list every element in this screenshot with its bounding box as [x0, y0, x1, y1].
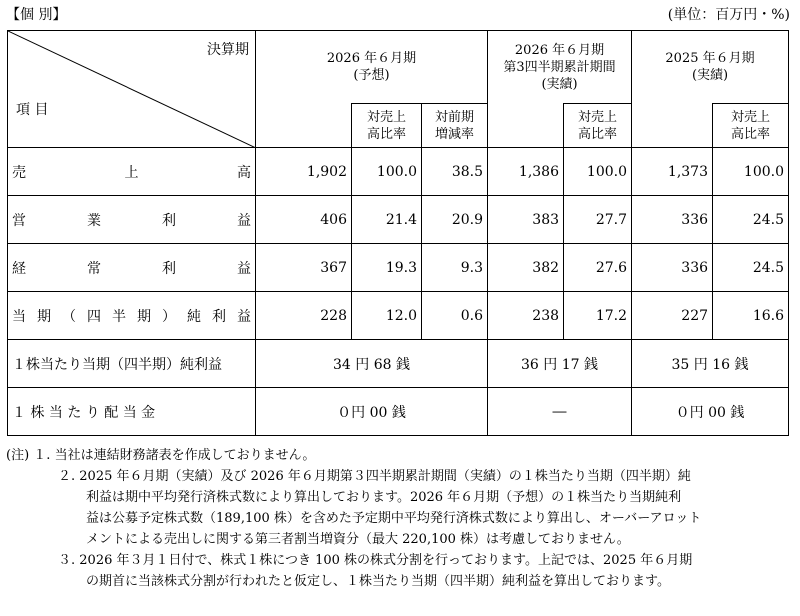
cell-value: 383 — [488, 196, 564, 244]
dividend-value-prev: ０円 00 銭 — [632, 388, 789, 436]
footnotes — [6, 445, 796, 592]
cell-value: 228 — [256, 292, 352, 340]
dividend-value-q3: ― — [488, 388, 632, 436]
header-corner-cell — [8, 31, 256, 148]
eps-value-forecast: 34 円 68 銭 — [256, 340, 488, 388]
ratio-sales-line2: 高比率 — [578, 126, 618, 142]
cell-value: 38.5 — [422, 148, 488, 196]
note-number: ２. — [58, 469, 76, 484]
note-text: メントによる売出しに関する第三者割当増資分（最大 220,100 株）は考慮しておりません。 — [86, 532, 630, 547]
cell-value: 1,373 — [632, 148, 713, 196]
row-label-ordinary-income: 経 常 利 益 — [8, 244, 256, 292]
table-row — [8, 292, 789, 340]
row-label-eps: １株当たり当期（四半期）純利益 — [8, 340, 256, 388]
col2-ratio-sales-header — [564, 104, 632, 148]
note-line — [6, 487, 796, 508]
cell-value: 27.7 — [564, 196, 632, 244]
cell-value: 19.3 — [352, 244, 422, 292]
note-text: 利益は期中平均発行済株式数により算出しております。2026 年６月期（予想）の１株当たり当期純利 — [86, 490, 682, 505]
cell-value: 367 — [256, 244, 352, 292]
note-line — [6, 571, 796, 592]
cell-value: 336 — [632, 196, 713, 244]
row-label-dividend: １ 株 当 た り 配 当 金 — [8, 388, 256, 436]
cell-value: 0.6 — [422, 292, 488, 340]
col1-blank — [256, 104, 352, 148]
note-text: 当社は連結財務諸表を作成しておりません。 — [54, 448, 316, 463]
cell-value: 9.3 — [422, 244, 488, 292]
cell-value: 24.5 — [713, 196, 789, 244]
col2-period: 2026 年６月期 — [514, 42, 605, 58]
cell-value: 12.0 — [352, 292, 422, 340]
ratio-prev-line2: 増減率 — [435, 126, 475, 142]
cell-value: 20.9 — [422, 196, 488, 244]
kessanki-label: 決算期 — [207, 42, 249, 58]
col1-header — [256, 31, 488, 104]
note-text: 2026 年３月１日付で、株式１株につき 100 株の株式分割を行っております。上記では、2025 年６月期 — [79, 553, 693, 568]
table-row — [8, 148, 789, 196]
col3-header — [632, 31, 789, 104]
cell-value: 27.6 — [564, 244, 632, 292]
cell-value: 100.0 — [713, 148, 789, 196]
note-line — [6, 550, 796, 571]
ratio-sales-line1: 対売上 — [731, 109, 771, 125]
table-row-dividend — [8, 388, 789, 436]
cell-value: 1,902 — [256, 148, 352, 196]
section-title: 【個 別】 — [6, 7, 67, 23]
note-number: ３. — [58, 553, 76, 568]
ratio-sales-line2: 高比率 — [366, 126, 406, 142]
note-number: (注) １. — [6, 448, 51, 463]
note-text: 益は公募予定株式数（189,100 株）を含めた予定期中平均発行済株式数により算出し、オーバーアロット — [86, 511, 702, 526]
cell-value: 382 — [488, 244, 564, 292]
eps-value-q3: 36 円 17 銭 — [488, 340, 632, 388]
col2-type: (実績) — [541, 76, 578, 92]
cell-value: 336 — [632, 244, 713, 292]
financial-table — [7, 30, 789, 436]
ratio-sales-line1: 対売上 — [366, 109, 406, 125]
table-row-eps — [8, 340, 789, 388]
cell-value: 1,386 — [488, 148, 564, 196]
cell-value: 238 — [488, 292, 564, 340]
cell-value: 100.0 — [564, 148, 632, 196]
note-line — [6, 466, 796, 487]
col1-ratio-sales-header — [352, 104, 422, 148]
col1-period: 2026 年６月期 — [326, 51, 417, 66]
eps-value-prev: 35 円 16 銭 — [632, 340, 789, 388]
col1-type: (予想) — [353, 68, 390, 83]
row-label-operating-income: 営 業 利 益 — [8, 196, 256, 244]
ratio-sales-line1: 対売上 — [578, 109, 618, 125]
note-line — [6, 529, 796, 550]
cell-value: 227 — [632, 292, 713, 340]
note-text: 2025 年６月期（実績）及び 2026 年６月期第３四半期累計期間（実績）の１株当たり当期（四半期）純 — [79, 469, 691, 484]
cell-value: 406 — [256, 196, 352, 244]
cell-value: 17.2 — [564, 292, 632, 340]
col3-blank — [632, 104, 713, 148]
table-row — [8, 244, 789, 292]
col1-ratio-prev-header — [422, 104, 488, 148]
col3-type: (実績) — [691, 68, 729, 83]
ratio-sales-line2: 高比率 — [731, 126, 771, 142]
koumoku-label: 項 目 — [16, 102, 49, 118]
col3-ratio-sales-header — [713, 104, 789, 148]
col2-blank — [488, 104, 564, 148]
note-line — [6, 445, 796, 466]
cell-value: 100.0 — [352, 148, 422, 196]
cell-value: 24.5 — [713, 244, 789, 292]
dividend-value-forecast: ０円 00 銭 — [256, 388, 488, 436]
col3-period: 2025 年６月期 — [665, 51, 755, 66]
cell-value: 16.6 — [713, 292, 789, 340]
note-line — [6, 508, 796, 529]
cell-value: 21.4 — [352, 196, 422, 244]
col2-sub: 第3四半期累計期間 — [503, 59, 616, 75]
row-label-net-income: 当期（四半期）純利益 — [8, 292, 256, 340]
table-row — [8, 196, 789, 244]
row-label-sales: 売 上 高 — [8, 148, 256, 196]
note-text: の期首に当該株式分割が行われたと仮定し、１株当たり当期（四半期）純利益を算出しております。 — [86, 574, 670, 589]
unit-label: (単位：百万円・%) — [667, 7, 790, 23]
header-row-1 — [8, 31, 789, 104]
ratio-prev-line1: 対前期 — [435, 109, 475, 125]
col2-header — [488, 31, 632, 104]
